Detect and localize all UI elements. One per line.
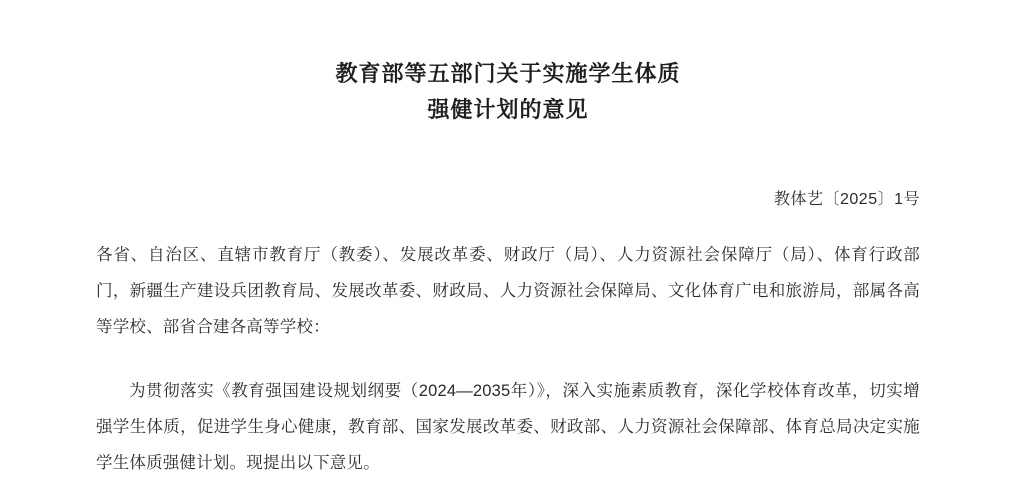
document-body: [96, 0, 920, 498]
document-number: 教体艺〔2025〕1号: [774, 191, 920, 208]
document-title-line-2: 强健计划的意见: [427, 97, 589, 122]
document-title: [96, 56, 920, 128]
document-paragraph-1: 为贯彻落实《教育强国建设规划纲要（2024—2035年）》，深入实施素质教育，深化学校体育改革，切实增强学生体质，促进学生身心健康，教育部、国家发展改革委、财政部、人力资源社会保障部、体育总局决定实施学生体质强健计划。现提出以下意见。: [96, 382, 920, 472]
document-addressee: 各省、自治区、直辖市教育厅（教委）、发展改革委、财政厅（局）、人力资源社会保障厅（局）、体育行政部门，新疆生产建设兵团教育局、发展改革委、财政局、人力资源社会保障局、文化体育广电和旅游局，部属各高等学校、部省合建各高等学校：: [96, 246, 920, 336]
document-title-line-1: 教育部等五部门关于实施学生体质: [335, 61, 681, 86]
